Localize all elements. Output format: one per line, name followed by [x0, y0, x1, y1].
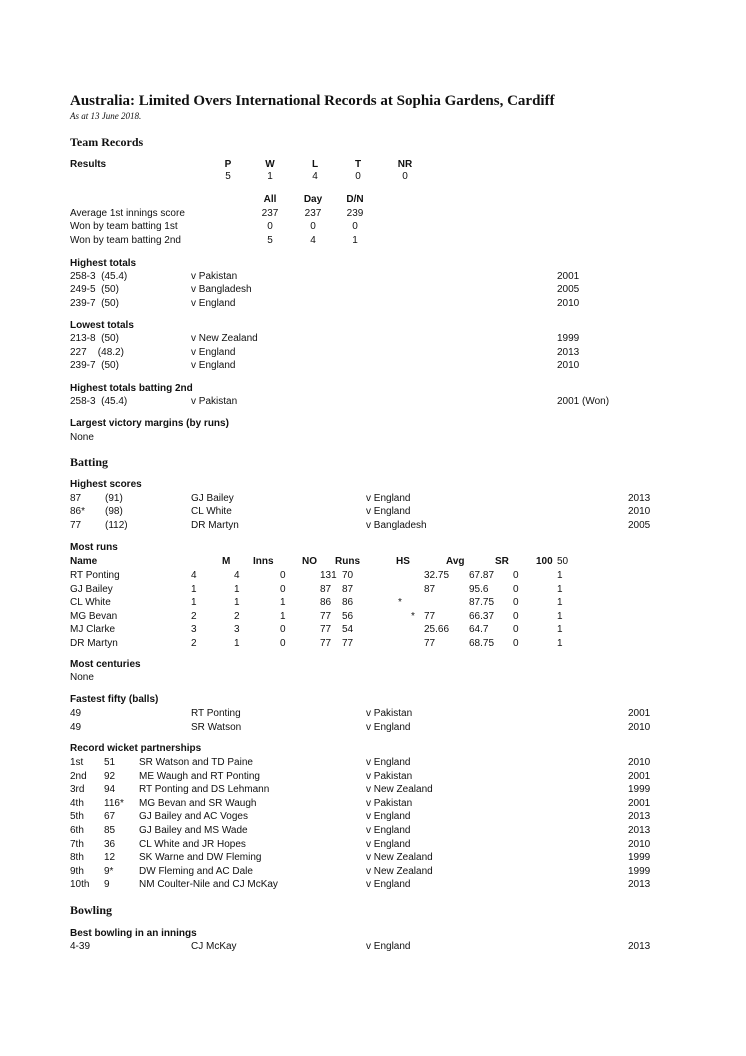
cell-hs-star: *	[398, 597, 402, 608]
partnership-year: 1999	[628, 866, 651, 877]
cell-sr: 95.6	[469, 584, 489, 595]
partnership-players: NM Coulter-Nile and CJ McKay	[139, 879, 278, 890]
fastest-fifty-heading: Fastest fifty (balls)	[70, 694, 159, 705]
split-header-day: Day	[303, 194, 323, 205]
partnership-runs: 67	[104, 811, 116, 822]
lowest-total-year: 1999	[557, 333, 580, 344]
cell-inns: 3	[234, 624, 240, 635]
cell-50: 1	[557, 584, 563, 595]
results-value-t: 0	[355, 171, 361, 182]
results-value-p: 5	[225, 171, 231, 182]
partnership-year: 2013	[628, 811, 651, 822]
partnership-year: 1999	[628, 852, 651, 863]
results-value-w: 1	[267, 171, 273, 182]
highest-score-player: CL White	[191, 506, 232, 517]
cell-100: 0	[513, 584, 519, 595]
cell-runs: 87	[320, 584, 332, 595]
results-value-l: 4	[312, 171, 318, 182]
partnership-year: 2013	[628, 879, 651, 890]
partnership-players: GJ Bailey and MS Wade	[139, 825, 248, 836]
cell-hs: 87	[342, 584, 354, 595]
partnership-runs: 12	[104, 852, 116, 863]
page-subtitle: As at 13 June 2018.	[70, 111, 142, 121]
cell-m: 2	[191, 611, 197, 622]
highest-score-runs: 87	[70, 493, 82, 504]
partnership-runs: 9*	[104, 866, 114, 877]
cell-name: RT Ponting	[70, 570, 120, 581]
cell-name: GJ Bailey	[70, 584, 113, 595]
cell-sr: 68.75	[469, 638, 495, 649]
highest-score-player: GJ Bailey	[191, 493, 234, 504]
results-label: Results	[70, 159, 107, 170]
partnership-year: 2010	[628, 839, 651, 850]
cell-avg: 25.66	[424, 624, 450, 635]
split-row-label: Won by team batting 1st	[70, 221, 178, 232]
cell-inns: 1	[234, 597, 240, 608]
split-row-day: 0	[310, 221, 316, 232]
partnership-opp: v England	[366, 879, 411, 890]
partnership-year: 2001	[628, 771, 651, 782]
best-bowling-figures: 4-39	[70, 941, 91, 952]
fastest-fifty-opp: v England	[366, 722, 411, 733]
most-runs-heading: Most runs	[70, 542, 118, 553]
highest-totals-heading: Highest totals	[70, 258, 137, 269]
split-row-all: 237	[261, 208, 279, 219]
lowest-total-score: 227 (48.2)	[70, 347, 124, 358]
col-header-hs: HS	[396, 556, 410, 567]
cell-sr: 87.75	[469, 597, 495, 608]
cell-inns: 4	[234, 570, 240, 581]
split-row-day: 237	[304, 208, 322, 219]
cell-hs: 70	[342, 570, 354, 581]
cell-hs: 86	[342, 597, 354, 608]
cell-inns: 1	[234, 638, 240, 649]
highest-total-opp: v England	[191, 298, 236, 309]
cell-m: 1	[191, 584, 197, 595]
partnership-year: 2001	[628, 798, 651, 809]
partnership-opp: v England	[366, 757, 411, 768]
cell-runs: 77	[320, 638, 332, 649]
highest-score-opp: v England	[366, 493, 411, 504]
highest-batting-2nd-score: 258-3 (45.4)	[70, 396, 128, 407]
split-row-label: Won by team batting 2nd	[70, 235, 181, 246]
best-bowling-opp: v England	[366, 941, 411, 952]
fastest-fifty-player: SR Watson	[191, 722, 242, 733]
split-row-day: 4	[310, 235, 316, 246]
fastest-fifty-balls: 49	[70, 722, 82, 733]
highest-batting-2nd-opp: v Pakistan	[191, 396, 238, 407]
lowest-total-opp: v England	[191, 347, 236, 358]
section-team-records: Team Records	[70, 135, 144, 149]
partnership-wicket: 2nd	[70, 771, 87, 782]
cell-avg: 77	[424, 638, 436, 649]
cell-100: 0	[513, 570, 519, 581]
cell-name: DR Martyn	[70, 638, 118, 649]
cell-hs: 56	[342, 611, 354, 622]
col-header-m: M	[222, 556, 231, 567]
partnership-wicket: 1st	[70, 757, 84, 768]
split-row-all: 5	[267, 235, 273, 246]
partnership-opp: v England	[366, 811, 411, 822]
highest-batting-2nd-year: 2001 (Won)	[557, 396, 610, 407]
highest-score-balls: (98)	[105, 506, 123, 517]
split-row-dn: 239	[346, 208, 364, 219]
cell-50: 1	[557, 570, 563, 581]
partnership-players: GJ Bailey and AC Voges	[139, 811, 248, 822]
results-header-l: L	[311, 159, 319, 170]
partnership-runs: 9	[104, 879, 110, 890]
cell-no: 0	[280, 624, 286, 635]
partnership-opp: v Pakistan	[366, 798, 413, 809]
partnership-wicket: 6th	[70, 825, 84, 836]
cell-100: 0	[513, 597, 519, 608]
partnership-wicket: 5th	[70, 811, 84, 822]
partnership-players: DW Fleming and AC Dale	[139, 866, 253, 877]
partnership-runs: 51	[104, 757, 116, 768]
most-centuries-heading: Most centuries	[70, 659, 141, 670]
results-header-p: P	[224, 159, 232, 170]
highest-total-year: 2010	[557, 298, 580, 309]
cell-m: 3	[191, 624, 197, 635]
lowest-total-year: 2010	[557, 360, 580, 371]
cell-100: 0	[513, 624, 519, 635]
cell-inns: 2	[234, 611, 240, 622]
col-header-100: 100	[536, 556, 553, 567]
partnership-wicket: 10th	[70, 879, 90, 890]
highest-total-score: 258-3 (45.4)	[70, 271, 128, 282]
fastest-fifty-year: 2010	[628, 722, 651, 733]
largest-victory-value: None	[70, 432, 94, 443]
lowest-total-score: 239-7 (50)	[70, 360, 119, 371]
cell-hs: 54	[342, 624, 354, 635]
highest-score-year: 2013	[628, 493, 651, 504]
cell-hs-star: *	[411, 611, 415, 622]
col-header-avg: Avg	[446, 556, 465, 567]
results-value-nr: 0	[402, 171, 408, 182]
split-row-all: 0	[267, 221, 273, 232]
best-bowling-player: CJ McKay	[191, 941, 237, 952]
partnership-year: 1999	[628, 784, 651, 795]
highest-total-score: 239-7 (50)	[70, 298, 119, 309]
results-header-nr: NR	[397, 159, 413, 170]
highest-score-opp: v England	[366, 506, 411, 517]
col-header-50: 50	[557, 556, 569, 567]
highest-score-opp: v Bangladesh	[366, 520, 427, 531]
highest-total-year: 2001	[557, 271, 580, 282]
results-header-t: T	[354, 159, 362, 170]
cell-hs: 77	[342, 638, 354, 649]
cell-m: 1	[191, 597, 197, 608]
cell-no: 1	[280, 597, 286, 608]
cell-runs: 131	[320, 570, 337, 581]
partnership-players: SR Watson and TD Paine	[139, 757, 253, 768]
highest-score-player: DR Martyn	[191, 520, 239, 531]
partnership-opp: v New Zealand	[366, 866, 433, 877]
partnership-opp: v Pakistan	[366, 771, 413, 782]
highest-score-year: 2005	[628, 520, 651, 531]
partnership-runs: 94	[104, 784, 116, 795]
col-header-no: NO	[302, 556, 317, 567]
cell-name: MJ Clarke	[70, 624, 116, 635]
page-title: Australia: Limited Overs International Records at Sophia Gardens, Cardiff	[70, 93, 555, 109]
partnership-opp: v New Zealand	[366, 852, 433, 863]
highest-score-balls: (91)	[105, 493, 123, 504]
split-header-all: All	[263, 194, 277, 205]
fastest-fifty-balls: 49	[70, 708, 82, 719]
highest-total-opp: v Pakistan	[191, 271, 238, 282]
partnership-runs: 85	[104, 825, 116, 836]
results-header-w: W	[265, 159, 275, 170]
partnerships-heading: Record wicket partnerships	[70, 743, 202, 754]
cell-runs: 77	[320, 611, 332, 622]
partnership-players: SK Warne and DW Fleming	[139, 852, 262, 863]
partnership-year: 2013	[628, 825, 651, 836]
cell-no: 0	[280, 570, 286, 581]
cell-50: 1	[557, 638, 563, 649]
highest-total-score: 249-5 (50)	[70, 284, 119, 295]
cell-inns: 1	[234, 584, 240, 595]
cell-runs: 86	[320, 597, 332, 608]
lowest-total-opp: v England	[191, 360, 236, 371]
cell-50: 1	[557, 611, 563, 622]
split-header-dn: D/N	[346, 194, 364, 205]
partnership-players: MG Bevan and SR Waugh	[139, 798, 257, 809]
partnership-opp: v New Zealand	[366, 784, 433, 795]
lowest-total-score: 213-8 (50)	[70, 333, 119, 344]
partnership-runs: 92	[104, 771, 116, 782]
highest-score-balls: (112)	[105, 520, 128, 531]
partnership-players: CL White and JR Hopes	[139, 839, 246, 850]
cell-name: MG Bevan	[70, 611, 118, 622]
fastest-fifty-player: RT Ponting	[191, 708, 241, 719]
highest-total-opp: v Bangladesh	[191, 284, 252, 295]
highest-total-year: 2005	[557, 284, 580, 295]
partnership-runs: 36	[104, 839, 116, 850]
highest-score-runs: 86*	[70, 506, 86, 517]
partnership-wicket: 4th	[70, 798, 84, 809]
cell-50: 1	[557, 597, 563, 608]
cell-sr: 67.87	[469, 570, 495, 581]
split-row-dn: 0	[352, 221, 358, 232]
partnership-runs: 116*	[104, 798, 124, 809]
partnership-opp: v England	[366, 825, 411, 836]
cell-avg: 32.75	[424, 570, 450, 581]
lowest-totals-heading: Lowest totals	[70, 320, 134, 331]
largest-victory-heading: Largest victory margins (by runs)	[70, 418, 229, 429]
fastest-fifty-year: 2001	[628, 708, 651, 719]
cell-no: 0	[280, 638, 286, 649]
highest-scores-heading: Highest scores	[70, 479, 142, 490]
partnership-players: RT Ponting and DS Lehmann	[139, 784, 270, 795]
highest-score-runs: 77	[70, 520, 82, 531]
cell-sr: 66.37	[469, 611, 495, 622]
lowest-total-year: 2013	[557, 347, 580, 358]
best-bowling-heading: Best bowling in an innings	[70, 928, 197, 939]
most-centuries-value: None	[70, 672, 94, 683]
section-batting: Batting	[70, 455, 109, 469]
cell-no: 1	[280, 611, 286, 622]
cell-no: 0	[280, 584, 286, 595]
highest-score-year: 2010	[628, 506, 651, 517]
section-bowling: Bowling	[70, 903, 113, 917]
highest-batting-2nd-heading: Highest totals batting 2nd	[70, 383, 193, 394]
cell-100: 0	[513, 638, 519, 649]
cell-avg: 77	[424, 611, 436, 622]
cell-50: 1	[557, 624, 563, 635]
col-header-name: Name	[70, 556, 98, 567]
cell-m: 4	[191, 570, 197, 581]
split-row-label: Average 1st innings score	[70, 208, 185, 219]
col-header-runs: Runs	[335, 556, 360, 567]
split-row-dn: 1	[352, 235, 358, 246]
cell-100: 0	[513, 611, 519, 622]
partnership-opp: v England	[366, 839, 411, 850]
col-header-inns: Inns	[253, 556, 274, 567]
cell-sr: 64.7	[469, 624, 489, 635]
partnership-wicket: 8th	[70, 852, 84, 863]
cell-m: 2	[191, 638, 197, 649]
partnership-wicket: 3rd	[70, 784, 85, 795]
cell-runs: 77	[320, 624, 332, 635]
cell-avg: 87	[424, 584, 436, 595]
partnership-wicket: 9th	[70, 866, 84, 877]
lowest-total-opp: v New Zealand	[191, 333, 258, 344]
best-bowling-year: 2013	[628, 941, 651, 952]
partnership-year: 2010	[628, 757, 651, 768]
partnership-wicket: 7th	[70, 839, 84, 850]
fastest-fifty-opp: v Pakistan	[366, 708, 413, 719]
col-header-sr: SR	[495, 556, 509, 567]
cell-name: CL White	[70, 597, 111, 608]
partnership-players: ME Waugh and RT Ponting	[139, 771, 260, 782]
